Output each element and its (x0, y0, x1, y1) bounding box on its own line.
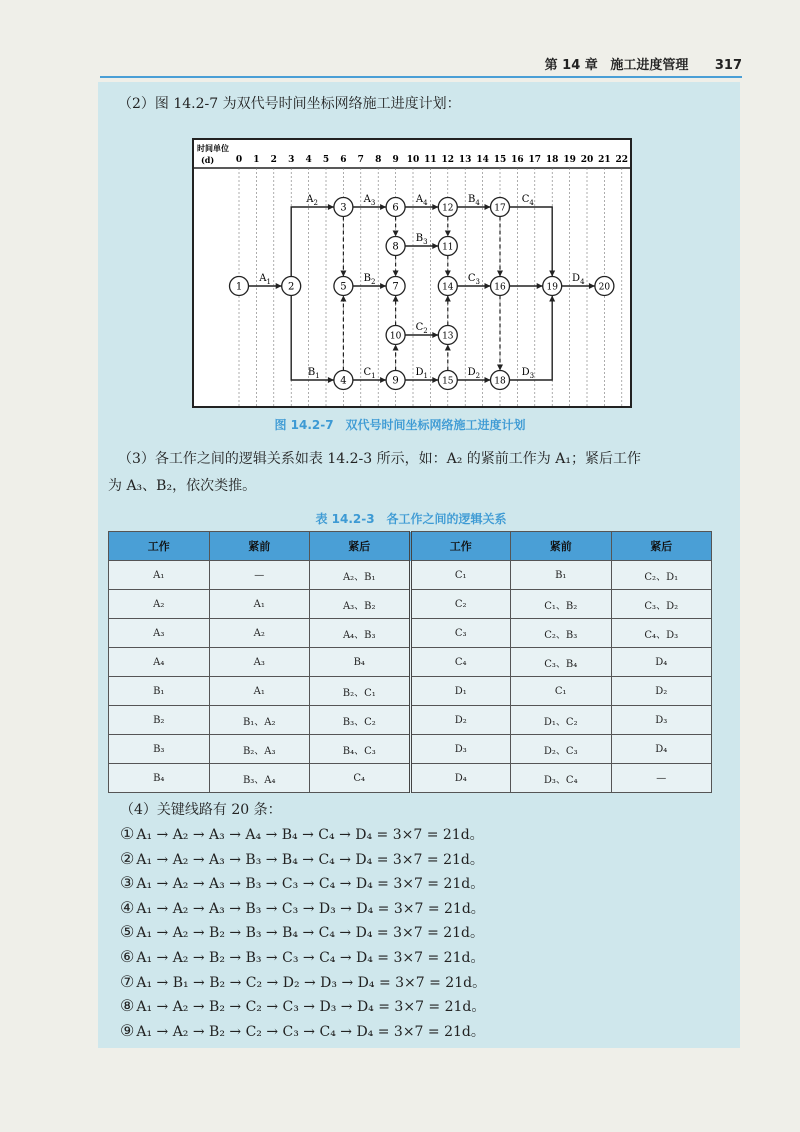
time-tick-label: 6 (340, 155, 347, 165)
table-cell: B₂、A₃ (209, 735, 310, 764)
node-label: 13 (442, 331, 454, 342)
node-label: 3 (340, 202, 347, 214)
activity-subscript: 4 (529, 199, 534, 207)
critical-path-line (120, 1019, 485, 1044)
paragraph-3-line-1: （3）各工作之间的逻辑关系如表 14.2-3 所示，如：A₂ 的紧前工作为 A₁；紧后工作 (118, 451, 641, 467)
activity-name: B (307, 367, 316, 378)
table-cell: B₂ (109, 706, 210, 735)
activity-name: D (521, 367, 530, 378)
table-cell: A₁ (109, 561, 210, 590)
paragraph-4: （4）关键线路有 20 条： (120, 802, 282, 818)
critical-path-line (120, 871, 484, 896)
table-cell: — (611, 764, 712, 793)
table-cell: B₁ (109, 677, 210, 706)
table-row (109, 619, 712, 648)
table-cell: B₃、A₄ (209, 764, 310, 793)
node-label: 7 (392, 281, 399, 293)
activity-subscript: 4 (580, 278, 585, 286)
table-cell: C₄、D₃ (611, 619, 712, 648)
table-cell: D₄ (611, 735, 712, 764)
time-tick-label: 8 (375, 155, 382, 165)
node-label: 9 (392, 375, 399, 387)
path-number: ① (120, 824, 135, 843)
table-cell: C₃、B₄ (511, 648, 612, 677)
table-cell: B₃ (109, 735, 210, 764)
time-tick-label: 5 (322, 155, 330, 165)
critical-path-line (120, 970, 486, 995)
time-tick-label: 19 (563, 155, 576, 165)
node-label: 20 (598, 282, 611, 293)
table-cell: A₁ (209, 590, 310, 619)
activity-subscript: 1 (371, 372, 376, 380)
table-cell: D₂ (410, 706, 511, 735)
node-label: 16 (494, 282, 506, 293)
node-label: 14 (442, 282, 454, 293)
path-text: A₁ → A₂ → A₃ → B₃ → B₄ → C₄ → D₄ = 3×7 = 21d。 (136, 851, 484, 868)
time-tick-label: 15 (493, 155, 507, 165)
table-cell: C₁、B₂ (511, 590, 612, 619)
activity-name: D (415, 367, 424, 378)
time-unit-label: 时间单位 (197, 143, 229, 153)
time-tick-label: 16 (511, 155, 524, 165)
table-cell: D₄ (410, 764, 511, 793)
activity-subscript: 4 (475, 199, 480, 207)
activity-name: D (467, 367, 476, 378)
node-label: 10 (389, 331, 402, 342)
table-cell: B₃、C₂ (310, 706, 411, 735)
table-caption: 表 14.2-3 各工作之间的逻辑关系 (315, 512, 507, 526)
path-text: A₁ → A₂ → B₂ → C₂ → C₃ → C₄ → D₄ = 3×7 = 21d。 (136, 1023, 485, 1040)
time-tick-label: 12 (441, 155, 455, 165)
table-cell: A₃、B₂ (310, 590, 411, 619)
col-header: 工作 (410, 532, 511, 561)
path-text: A₁ → A₂ → B₂ → B₃ → C₃ → C₄ → D₄ = 3×7 = 21d。 (136, 950, 485, 966)
path-text: A₁ → A₂ → B₂ → C₂ → C₃ → D₃ → D₄ = 3×7 = 21d。 (136, 999, 486, 1016)
table-row (109, 677, 712, 706)
activity-name: C (521, 194, 530, 205)
critical-path-line (120, 822, 484, 847)
activity-name: B (363, 273, 371, 284)
network-diagram (192, 138, 632, 408)
activity-name: C (467, 273, 476, 284)
activity-name: B (415, 233, 424, 244)
activity-name: D (572, 273, 581, 284)
node-label: 8 (392, 241, 399, 253)
critical-path-line (120, 945, 484, 970)
table-row (109, 764, 712, 793)
time-unit-sub: (d) (201, 155, 215, 165)
logic-table (108, 531, 712, 793)
time-tick-label: 7 (357, 155, 364, 165)
table-cell: B₄ (109, 764, 210, 793)
time-tick-label: 18 (545, 155, 559, 165)
table-cell: D₁、C₂ (511, 706, 612, 735)
col-header: 紧后 (310, 532, 411, 561)
critical-path-line (120, 920, 484, 945)
table-cell: A₂、B₁ (310, 561, 411, 590)
table-cell: B₂、C₁ (310, 677, 411, 706)
activity-name: C (415, 322, 424, 333)
table-cell: A₂ (109, 590, 210, 619)
node-label: 11 (442, 242, 454, 253)
node-label: 1 (235, 281, 243, 293)
path-text: A₁ → A₂ → B₂ → B₃ → B₄ → C₄ → D₄ = 3×7 = 21d。 (136, 925, 485, 942)
path-text: A₁ → A₂ → A₃ → A₄ → B₄ → C₄ → D₄ = 3×7 = 21d。 (136, 827, 484, 843)
col-header: 紧前 (209, 532, 310, 561)
path-number: ③ (120, 873, 135, 893)
activity-subscript: 4 (423, 199, 428, 207)
path-number: ② (120, 848, 135, 868)
paragraph-2: （2）图 14.2-7 为双代号时间坐标网络施工进度计划： (118, 96, 461, 112)
table-cell: C₁ (511, 677, 612, 706)
table-cell: D₃、C₄ (511, 764, 612, 793)
time-tick-label: 2 (270, 155, 277, 165)
time-tick-label: 1 (253, 155, 260, 165)
chapter-title: 施工进度管理 (610, 58, 689, 73)
col-header: 紧前 (511, 532, 612, 561)
table-cell: D₄ (611, 648, 712, 677)
activity-subscript: 1 (315, 372, 320, 380)
time-tick-label: 21 (598, 155, 611, 165)
node-label: 2 (288, 281, 295, 293)
col-header: 紧后 (611, 532, 712, 561)
table-body (109, 561, 712, 793)
table-cell: B₁、A₂ (209, 706, 310, 735)
node-label: 5 (340, 281, 347, 293)
table-row (109, 590, 712, 619)
node-label: 15 (442, 376, 454, 387)
activity-subscript: 3 (529, 372, 535, 380)
activity-subscript: 1 (266, 278, 271, 286)
paragraph-3-line-2: 为 A₃、B₂，依次类推。 (108, 478, 257, 494)
table-cell: A₂ (209, 619, 310, 648)
chapter-heading (537, 54, 742, 73)
activity-name: A (415, 194, 424, 205)
table-cell: D₃ (410, 735, 511, 764)
path-number: ⑥ (120, 947, 135, 966)
critical-path-line (120, 896, 485, 921)
figure-caption: 图 14.2-7 双代号时间坐标网络施工进度计划 (274, 418, 526, 432)
table-row (109, 561, 712, 590)
table-cell: D₂、C₃ (511, 735, 612, 764)
table-cell: C₂、D₁ (611, 561, 712, 590)
table-cell: B₄、C₃ (310, 735, 411, 764)
activity-subscript: 2 (370, 278, 376, 286)
table-cell: A₁ (209, 677, 310, 706)
activity-subscript: 2 (475, 372, 481, 380)
page-header (100, 48, 742, 78)
time-tick-label: 3 (288, 155, 295, 165)
activity-name: A (306, 194, 314, 205)
table-cell: D₂ (611, 677, 712, 706)
activity-subscript: 3 (475, 278, 480, 286)
table-cell: — (209, 561, 310, 590)
table-cell: A₄、B₃ (310, 619, 411, 648)
table-cell: D₁ (410, 677, 511, 706)
path-text: A₁ → A₂ → A₃ → B₃ → C₃ → D₃ → D₄ = 3×7 = 21d。 (136, 900, 485, 917)
path-text: A₁ → A₂ → A₃ → B₃ → C₃ → C₄ → D₄ = 3×7 = 21d。 (136, 876, 485, 893)
table-cell: A₃ (209, 648, 310, 677)
table-row (109, 706, 712, 735)
time-tick-label: 22 (615, 155, 629, 165)
node-label: 17 (494, 203, 506, 214)
table-cell: B₄ (310, 648, 411, 677)
table-cell: C₂ (410, 590, 511, 619)
col-header: 工作 (109, 532, 210, 561)
time-tick-label: 20 (580, 155, 594, 165)
time-tick-label: 11 (424, 155, 437, 165)
time-tick-label: 9 (392, 155, 399, 165)
node-label: 6 (392, 202, 399, 214)
time-tick-label: 13 (458, 155, 472, 165)
table-cell: C₂、B₃ (511, 619, 612, 648)
path-number: ⑧ (120, 996, 135, 1016)
activity-subscript: 2 (313, 199, 318, 207)
activity-name: A (259, 273, 267, 284)
activity-subscript: 3 (370, 199, 376, 207)
node-label: 19 (546, 282, 558, 293)
path-text: A₁ → B₁ → B₂ → C₂ → D₂ → D₃ → D₄ = 3×7 = 21d。 (136, 974, 487, 991)
table-cell: B₁ (511, 561, 612, 590)
table-cell: A₄ (109, 648, 210, 677)
node-label: 4 (340, 375, 347, 387)
node-label: 18 (494, 376, 506, 387)
path-number: ⑨ (120, 1020, 135, 1040)
table-row (109, 648, 712, 677)
table-cell: D₃ (611, 706, 712, 735)
time-tick-label: 4 (305, 155, 312, 165)
chapter-number: 第 14 章 (544, 58, 598, 73)
activity-subscript: 3 (423, 238, 428, 246)
path-number: ⑦ (120, 971, 135, 991)
table-cell: A₃ (109, 619, 210, 648)
table-cell: C₄ (310, 764, 411, 793)
table-cell: C₄ (410, 648, 511, 677)
path-number: ④ (120, 897, 135, 917)
time-tick-label: 17 (528, 155, 542, 165)
table-cell: C₃、D₂ (611, 590, 712, 619)
page-number: 317 (714, 58, 742, 73)
activity-subscript: 2 (423, 327, 428, 335)
critical-path-line (120, 994, 485, 1019)
activity-name: A (363, 194, 371, 205)
activity-name: B (467, 194, 476, 205)
time-tick-label: 10 (406, 155, 420, 165)
activity-name: C (363, 367, 372, 378)
time-tick-label: 14 (476, 155, 489, 165)
critical-path-line (120, 847, 484, 872)
table-header-row (109, 532, 712, 561)
path-number: ⑤ (120, 922, 135, 942)
table-cell: C₁ (410, 561, 511, 590)
time-tick-label: 0 (235, 155, 243, 165)
node-label: 12 (442, 203, 454, 214)
activity-subscript: 1 (423, 372, 428, 380)
table-row (109, 735, 712, 764)
table-cell: C₃ (410, 619, 511, 648)
